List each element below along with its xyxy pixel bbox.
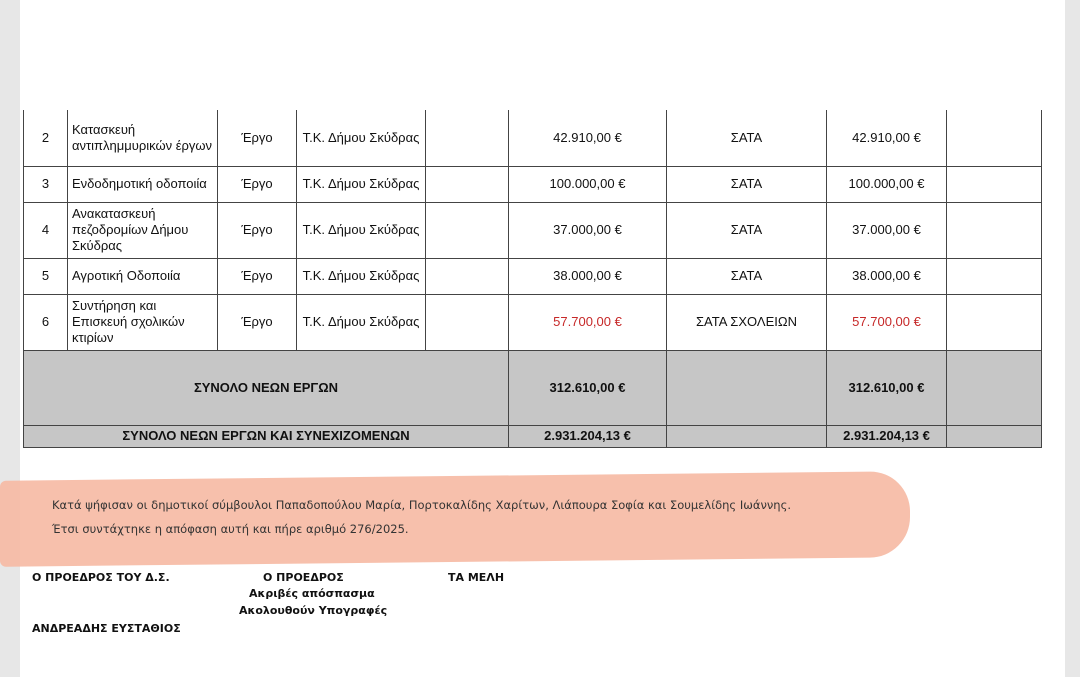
- row-number: 4: [24, 202, 68, 258]
- total-new-row: [24, 350, 1042, 425]
- row-location: Τ.Κ. Δήμου Σκύδρας: [297, 202, 426, 258]
- table-row: [24, 166, 1042, 202]
- table-row: [24, 202, 1042, 258]
- row-type: Έργο: [218, 166, 297, 202]
- row-type: Έργο: [218, 110, 297, 166]
- row-amount-2: 100.000,00 €: [827, 166, 947, 202]
- works-table: [23, 110, 1042, 448]
- row-amount-2: 37.000,00 €: [827, 202, 947, 258]
- row-title: Κατασκευή αντιπλημμυρικών έργων: [68, 110, 218, 166]
- row-amount-2: 42.910,00 €: [827, 110, 947, 166]
- total-all-amount: 2.931.204,13 €: [509, 425, 667, 447]
- row-amount: 42.910,00 €: [509, 110, 667, 166]
- row-trailing-cell: [947, 110, 1042, 166]
- row-amount: 57.700,00 €: [509, 294, 667, 350]
- row-trailing-cell: [947, 258, 1042, 294]
- total-all-row: [24, 425, 1042, 447]
- row-trailing-cell: [947, 166, 1042, 202]
- row-funding-source: ΣΑΤΑ: [667, 110, 827, 166]
- row-type: Έργο: [218, 202, 297, 258]
- total-all-label: ΣΥΝΟΛΟ ΝΕΩΝ ΕΡΓΩΝ ΚΑΙ ΣΥΝΕΧΙΖΟΜΕΝΩΝ: [24, 425, 509, 447]
- row-amount: 100.000,00 €: [509, 166, 667, 202]
- row-empty-cell: [426, 258, 509, 294]
- signatures-follow-label: Ακολουθούν Υπογραφές: [239, 604, 388, 617]
- total-all-amount2: 2.931.204,13 €: [827, 425, 947, 447]
- council-president-label: Ο ΠΡΟΕΔΡΟΣ ΤΟΥ Δ.Σ.: [32, 571, 170, 584]
- row-location: Τ.Κ. Δήμου Σκύδρας: [297, 294, 426, 350]
- members-label: ΤΑ ΜΕΛΗ: [448, 571, 505, 584]
- table-row: [24, 258, 1042, 294]
- decision-note: Έτσι συντάχτηκε η απόφαση αυτή και πήρε αριθμό 276/2025.: [52, 522, 409, 536]
- exact-copy-label: Ακριβές απόσπασμα: [249, 587, 375, 600]
- highlighter-mark: [0, 471, 910, 567]
- row-funding-source: ΣΑΤΑ: [667, 258, 827, 294]
- total-new-amount: 312.610,00 €: [509, 350, 667, 425]
- row-type: Έργο: [218, 258, 297, 294]
- total-new-label: ΣΥΝΟΛΟ ΝΕΩΝ ΕΡΓΩΝ: [24, 350, 509, 425]
- total-new-trailing-cell: [947, 350, 1042, 425]
- row-location: Τ.Κ. Δήμου Σκύδρας: [297, 166, 426, 202]
- row-number: 2: [24, 110, 68, 166]
- total-new-empty-cell: [667, 350, 827, 425]
- row-empty-cell: [426, 166, 509, 202]
- row-trailing-cell: [947, 202, 1042, 258]
- works-table-body: [24, 110, 1042, 350]
- table-row: [24, 294, 1042, 350]
- row-trailing-cell: [947, 294, 1042, 350]
- total-all-empty-cell: [667, 425, 827, 447]
- row-title: Συντήρηση και Επισκευή σχολικών κτιρίων: [68, 294, 218, 350]
- total-new-amount2: 312.610,00 €: [827, 350, 947, 425]
- row-amount: 38.000,00 €: [509, 258, 667, 294]
- row-amount-2: 57.700,00 €: [827, 294, 947, 350]
- table-row: [24, 110, 1042, 166]
- row-title: Ενδοδημοτική οδοποιία: [68, 166, 218, 202]
- row-empty-cell: [426, 294, 509, 350]
- row-type: Έργο: [218, 294, 297, 350]
- signatory-name: ΑΝΔΡΕΑΔΗΣ ΕΥΣΤΑΘΙΟΣ: [32, 622, 181, 635]
- row-title: Ανακατασκευή πεζοδρομίων Δήμου Σκύδρας: [68, 202, 218, 258]
- row-title: Αγροτική Οδοποιία: [68, 258, 218, 294]
- row-funding-source: ΣΑΤΑ: [667, 166, 827, 202]
- president-label: Ο ΠΡΟΕΔΡΟΣ: [263, 571, 344, 584]
- row-number: 5: [24, 258, 68, 294]
- row-empty-cell: [426, 202, 509, 258]
- row-number: 3: [24, 166, 68, 202]
- vote-note: Κατά ψήφισαν οι δημοτικοί σύμβουλοι Παπαδοπούλου Μαρία, Πορτοκαλίδης Χαρίτων, Λιάπουρα Σοφία και Σουμελίδης Ιωάννης.: [52, 498, 791, 512]
- row-number: 6: [24, 294, 68, 350]
- row-location: Τ.Κ. Δήμου Σκύδρας: [297, 258, 426, 294]
- row-location: Τ.Κ. Δήμου Σκύδρας: [297, 110, 426, 166]
- row-amount-2: 38.000,00 €: [827, 258, 947, 294]
- total-all-trailing-cell: [947, 425, 1042, 447]
- row-amount: 37.000,00 €: [509, 202, 667, 258]
- row-funding-source: ΣΑΤΑ: [667, 202, 827, 258]
- row-funding-source: ΣΑΤΑ ΣΧΟΛΕΙΩΝ: [667, 294, 827, 350]
- row-empty-cell: [426, 110, 509, 166]
